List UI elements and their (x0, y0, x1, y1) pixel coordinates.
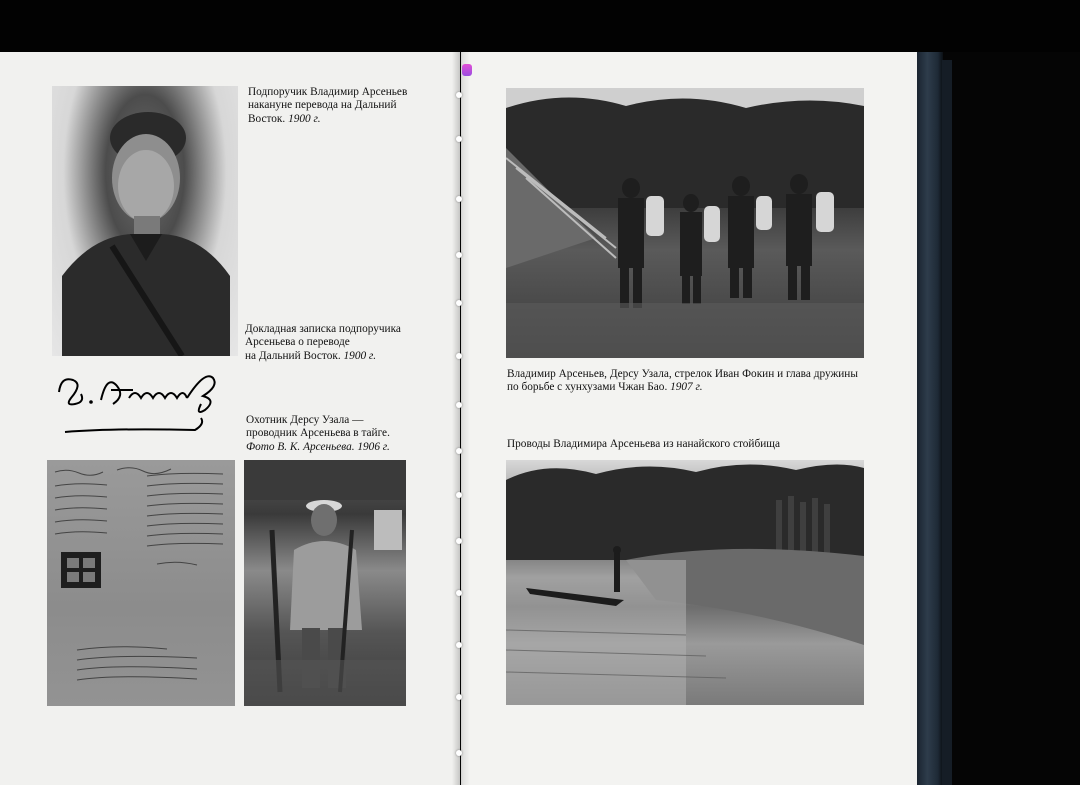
binding-stitch (456, 642, 462, 648)
caption-line: Арсеньева о переводе (245, 336, 350, 349)
caption-date: 1900 г. (288, 112, 321, 125)
arsenyev-signature (55, 364, 225, 439)
caption-line: Восток. (248, 112, 289, 125)
caption-line: накануне перевода на Дальний (248, 99, 397, 112)
binding-stitch (456, 136, 462, 142)
handwritten-document-icon (47, 460, 235, 706)
report-document-photo (47, 460, 235, 706)
caption-line: Охотник Дерсу Узала — (246, 414, 364, 426)
book-cover-edge (917, 52, 943, 785)
book-cover-spine (942, 60, 952, 785)
caption-line: Владимир Арсеньев, Дерсу Узала, стрелок Иван Фокин и глава дружины (507, 368, 858, 380)
binding-stitch (456, 196, 462, 202)
binding-stitch (456, 750, 462, 756)
caption-line: Докладная записка подпоручика (245, 323, 401, 335)
expedition-figures-icon (506, 88, 864, 358)
binding-stitch (456, 492, 462, 498)
binding-stitch (456, 538, 462, 544)
caption-line: на Дальний Восток. (245, 349, 344, 362)
signature-icon (55, 364, 225, 439)
binding-stitch (456, 694, 462, 700)
page-tab-marker (462, 64, 472, 76)
expedition-caption (507, 368, 867, 395)
caption-date: 1900 г. (343, 349, 377, 362)
expedition-group-photo (506, 88, 864, 358)
hunter-figure-icon (244, 460, 406, 706)
river-scene-icon (506, 460, 864, 705)
caption-photo-credit: Фото В. К. Арсеньева. 1906 г. (246, 440, 390, 453)
binding-stitch (456, 92, 462, 98)
binding-stitch (456, 448, 462, 454)
caption-line: проводник Арсеньева в тайге. (246, 427, 390, 440)
binding-stitch (456, 590, 462, 596)
book-gutter (452, 52, 470, 785)
report-caption (245, 323, 450, 363)
scan-background-top (0, 0, 1080, 52)
farewell-caption (507, 438, 867, 451)
caption-line: Проводы Владимира Арсеньева из нанайского стойбища (507, 438, 780, 450)
binding-stitch (456, 353, 462, 359)
dersu-caption (246, 414, 451, 454)
binding-stitch (456, 252, 462, 258)
portrait-caption (248, 86, 448, 126)
portrait-photo (52, 86, 238, 356)
caption-line: по борьбе с хунхузами Чжан Бао. (507, 381, 671, 394)
caption-line: Подпоручик Владимир Арсеньев (248, 86, 408, 98)
dersu-uzala-photo (244, 460, 406, 706)
portrait-figure-icon (52, 86, 238, 356)
binding-stitch (456, 402, 462, 408)
binding-stitch (456, 300, 462, 306)
nanai-village-river-photo (506, 460, 864, 705)
caption-date: 1907 г. (670, 381, 703, 394)
